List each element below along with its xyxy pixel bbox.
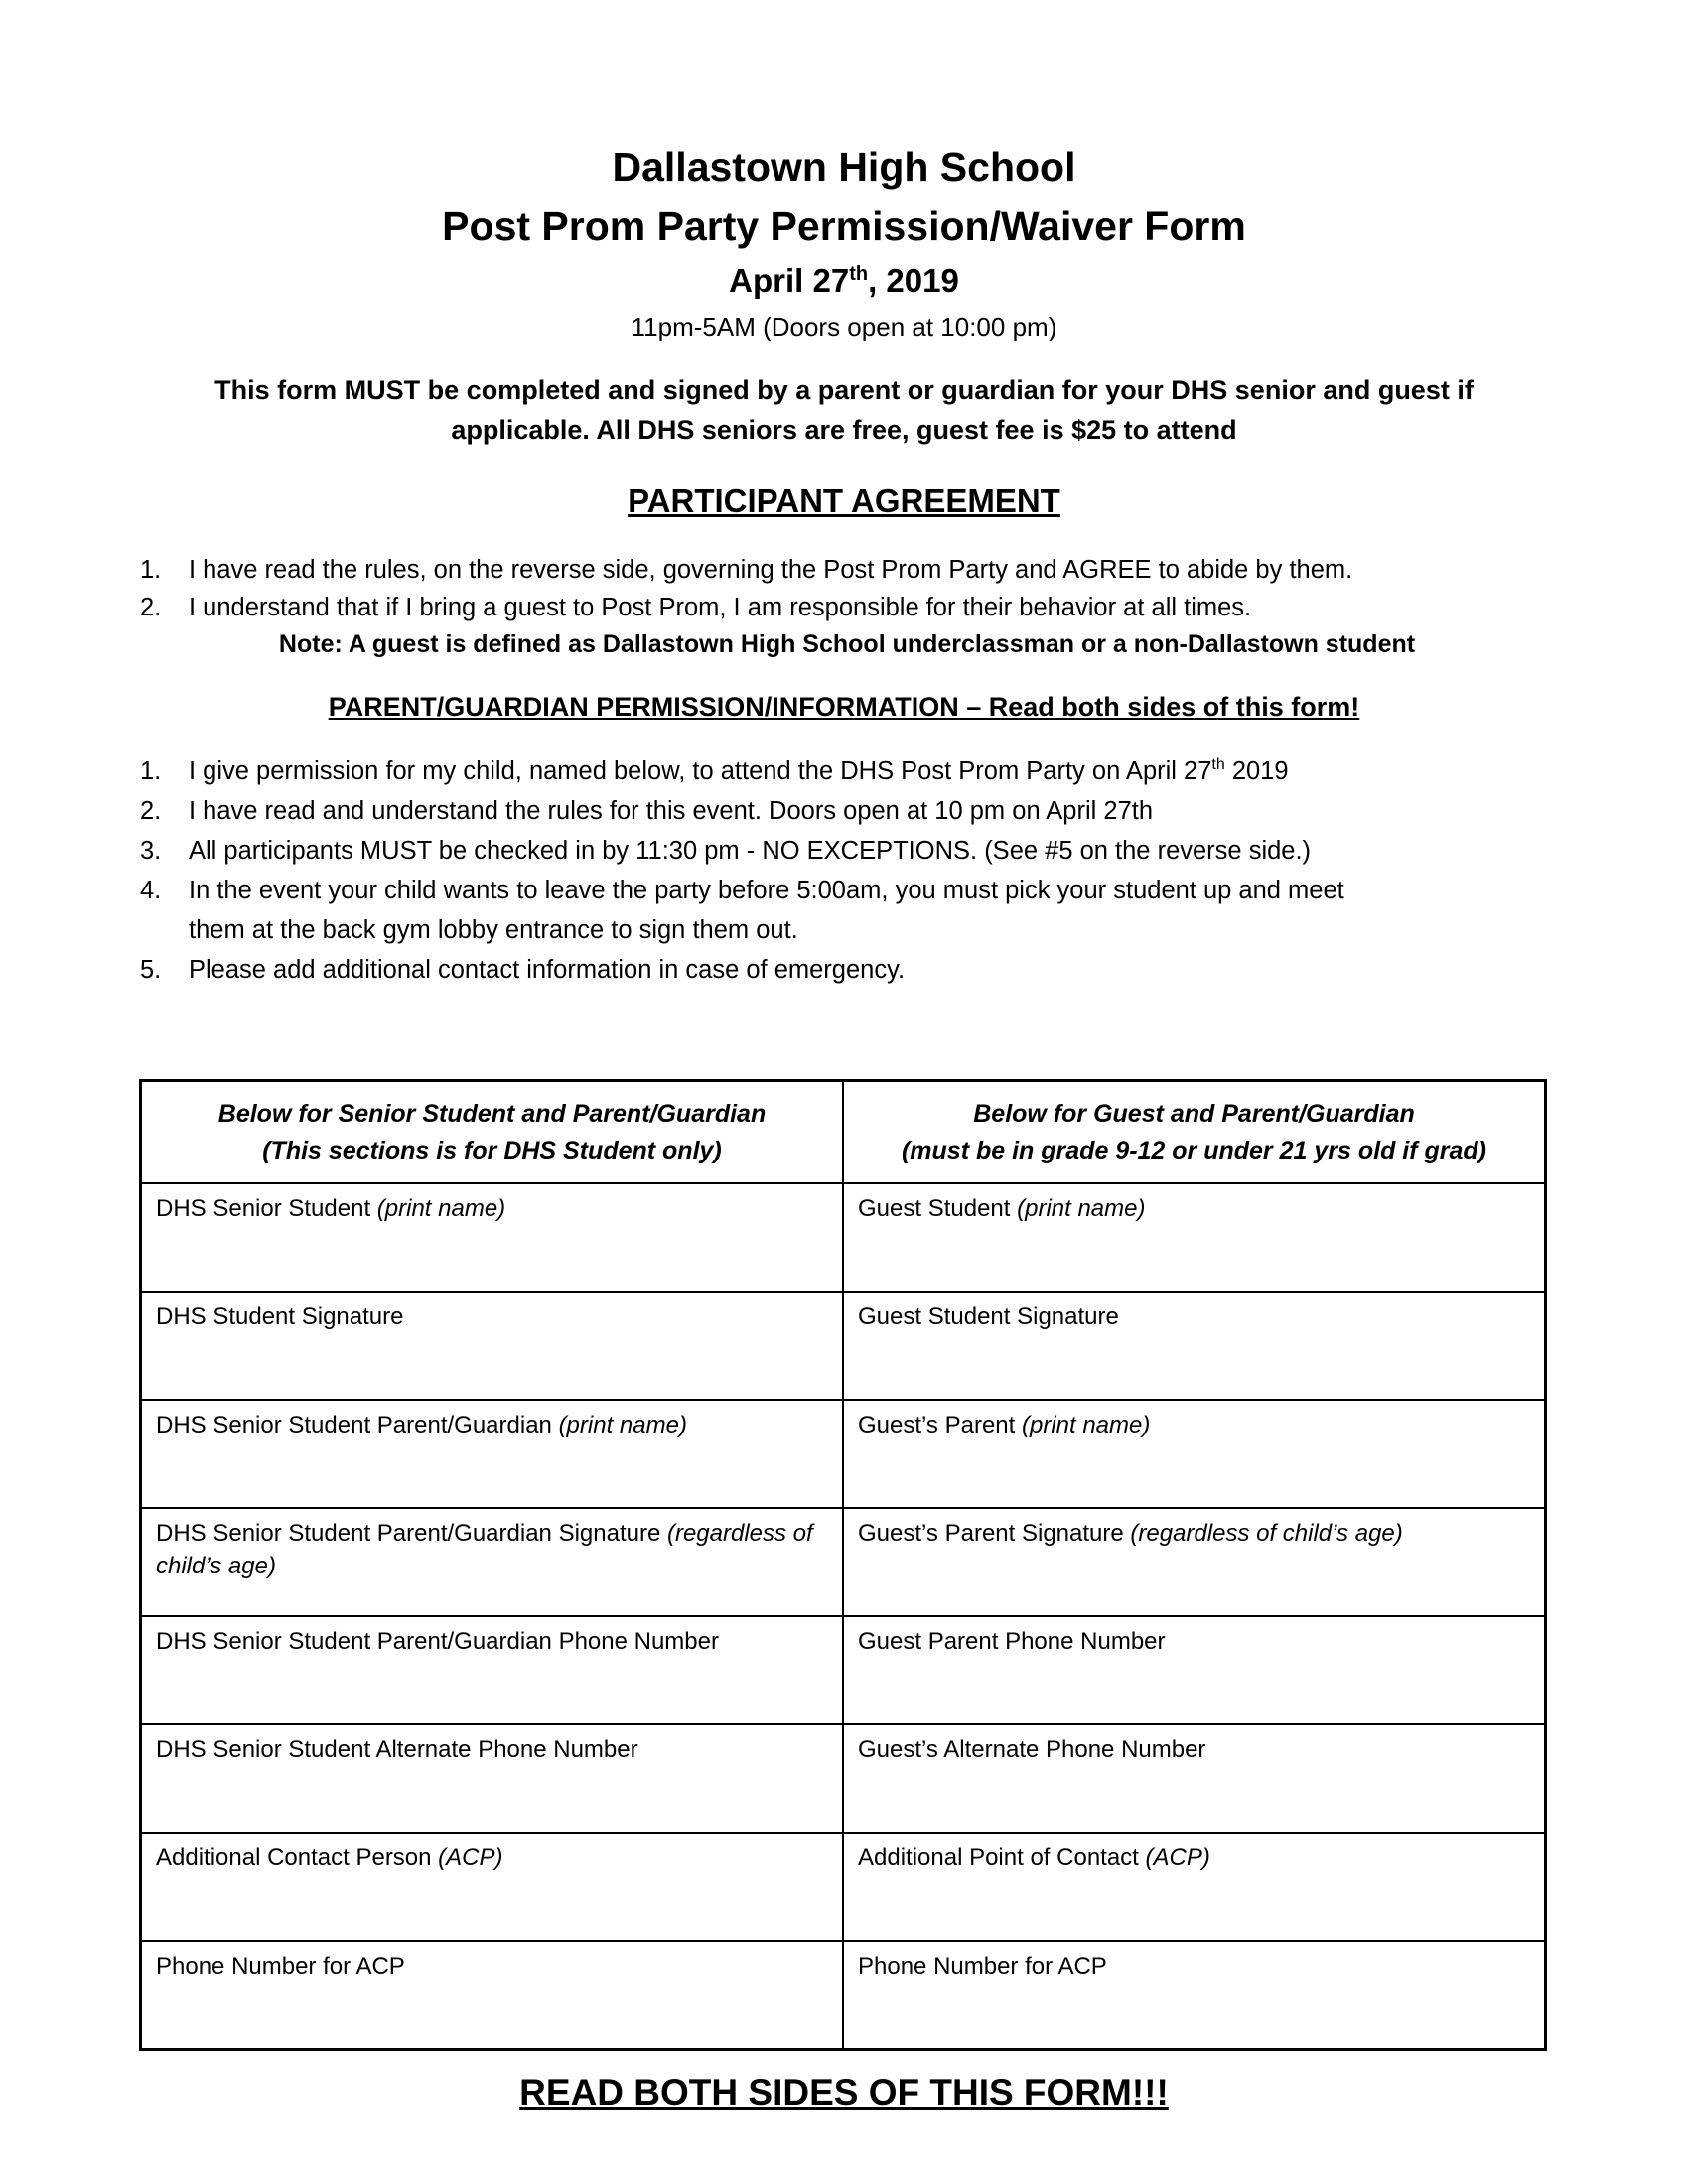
item-text-sup: th [1211,756,1225,773]
senior-student-signature-field[interactable] [141,1292,844,1400]
date-year: , 2019 [868,262,959,299]
event-time: 11pm-5AM (Doors open at 10:00 pm) [631,312,1057,341]
senior-acp-phone-field[interactable] [141,1941,844,2050]
field-label: Additional Point of Contact [858,1844,1146,1871]
event-date [0,262,1688,300]
table-header-row [141,1081,1546,1184]
table-row [141,1292,1546,1400]
item-text: All participants MUST be checked in by 11:30 pm - NO EXCEPTIONS. (See #5 on the reverse side.) [189,837,1312,865]
senior-parent-name-field[interactable] [141,1400,844,1508]
guest-parent-signature-field[interactable] [843,1508,1546,1616]
item-number: 2. [140,594,162,621]
field-label: Phone Number for ACP [156,1953,405,1979]
intro-text [0,370,1688,450]
field-label-italic: (ACP) [438,1844,503,1871]
field-label-italic: (print name) [376,1195,506,1222]
table-row [141,1724,1546,1833]
date-suffix: th [849,263,869,285]
item-number: 4. [140,877,162,904]
table-row [141,1941,1546,2050]
item-text-suffix: 2019 [1224,757,1289,785]
guest-student-name-field[interactable] [843,1183,1546,1292]
field-label-italic: (print name) [1021,1412,1151,1438]
item-text: I have read and understand the rules for this event. Doors open at 10 pm on April 27th [189,797,1154,825]
field-label: DHS Senior Student Parent/Guardian Signature [156,1520,667,1547]
table-row [141,1616,1546,1724]
field-label-italic: (print name) [558,1412,687,1438]
form-title: Post Prom Party Permission/Waiver Form [442,204,1246,249]
item-text: them at the back gym lobby entrance to sign them out. [189,916,798,944]
parent-heading: PARENT/GUARDIAN PERMISSION/INFORMATION – Read both sides of this form! [328,692,1360,722]
item-text: In the event your child wants to leave the party before 5:00am, you must pick your student up and meet [189,877,1344,904]
field-label: Guest’s Parent Signature [858,1520,1131,1547]
guest-parent-phone-field[interactable] [843,1616,1546,1724]
table-row [141,1833,1546,1941]
intro-line-1: This form MUST be completed and signed by a parent or guardian for your DHS senior and guest if [214,375,1474,405]
field-label: DHS Senior Student [156,1195,377,1222]
header-line-1: Below for Senior Student and Parent/Guardian [217,1099,767,1128]
table-row [141,1400,1546,1508]
guest-note: Note: A guest is defined as Dallastown High School underclassman or a non-Dallastown student [278,630,1416,658]
guest-student-signature-field[interactable] [843,1292,1546,1400]
item-number: 1. [140,757,162,785]
table-row [141,1183,1546,1292]
senior-student-name-field[interactable] [141,1183,844,1292]
header-line-2: (must be in grade 9-12 or under 21 yrs old if grad) [901,1136,1486,1164]
item-text-prefix: I give permission for my child, named below, to attend the DHS Post Prom Party on April 27 [189,757,1212,785]
guest-acp-phone-field[interactable] [843,1941,1546,2050]
field-label: Guest’s Alternate Phone Number [858,1736,1206,1763]
senior-column-header [141,1081,844,1184]
guest-alternate-phone-field[interactable] [843,1724,1546,1833]
intro-line-2: applicable. All DHS seniors are free, guest fee is $25 to attend [451,415,1237,445]
footer-notice: READ BOTH SIDES OF THIS FORM!!! [519,2072,1169,2113]
field-label-italic: (ACP) [1145,1844,1210,1871]
school-name: Dallastown High School [612,144,1076,190]
field-label: Additional Contact Person [156,1844,439,1871]
header-line-2: (This sections is for DHS Student only) [262,1136,722,1164]
item-number: 5. [140,956,162,984]
field-label: Guest Parent Phone Number [858,1628,1166,1655]
participant-heading: PARTICIPANT AGREEMENT [628,482,1060,519]
field-label: Phone Number for ACP [858,1953,1107,1979]
field-label-italic: (regardless of child’s age) [156,1520,813,1579]
senior-parent-signature-field[interactable] [141,1508,844,1616]
item-number: 3. [140,837,162,865]
field-label-italic: (print name) [1017,1195,1146,1222]
guest-parent-name-field[interactable] [843,1400,1546,1508]
senior-alternate-phone-field[interactable] [141,1724,844,1833]
senior-acp-field[interactable] [141,1833,844,1941]
field-label: DHS Senior Student Parent/Guardian [156,1412,559,1438]
field-label: Guest Student Signature [858,1303,1119,1330]
field-label: Guest Student [858,1195,1018,1222]
field-label: Guest’s Parent [858,1412,1022,1438]
item-text: I have read the rules, on the reverse side, governing the Post Prom Party and AGREE to abide by them. [189,556,1353,584]
guest-acp-field[interactable] [843,1833,1546,1941]
field-label-italic: (regardless of child’s age) [1130,1520,1403,1547]
header-line-1: Below for Guest and Parent/Guardian [973,1099,1415,1128]
item-number: 1. [140,556,162,584]
guest-column-header [843,1081,1546,1184]
field-label: DHS Senior Student Alternate Phone Number [156,1736,638,1763]
table-row [141,1508,1546,1616]
senior-parent-phone-field[interactable] [141,1616,844,1724]
item-number: 2. [140,797,162,825]
signature-table [139,1079,1547,2051]
item-text: Please add additional contact information in case of emergency. [189,956,906,984]
field-label: DHS Student Signature [156,1303,404,1330]
field-label: DHS Senior Student Parent/Guardian Phone Number [156,1628,719,1655]
item-text [189,757,1289,786]
item-text: I understand that if I bring a guest to Post Prom, I am responsible for their behavior at all times. [189,594,1252,621]
date-month-day: April 27 [729,262,850,299]
